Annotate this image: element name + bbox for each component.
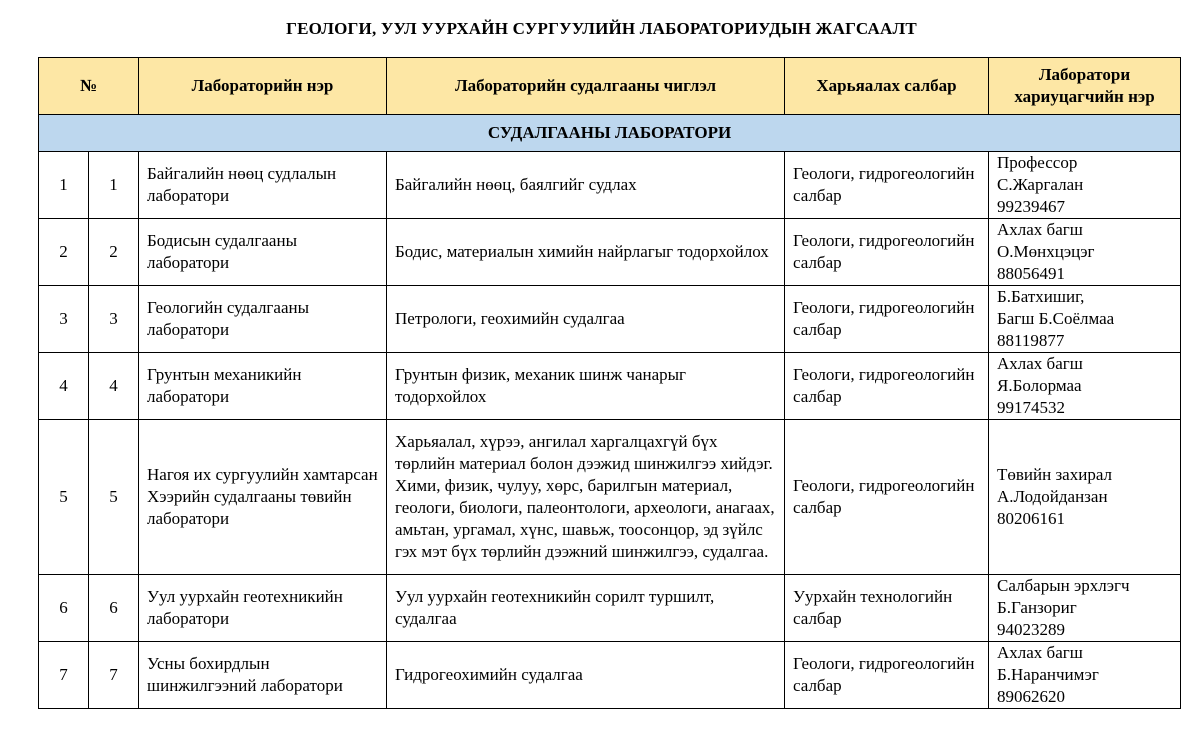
department-cell: Геологи, гидрогеологийн салбар	[785, 286, 989, 353]
header-manager: Лаборатори хариуцагчийн нэр	[989, 58, 1181, 115]
manager-title: Б.Батхишиг,	[997, 287, 1085, 306]
direction-cell: Байгалийн нөөц, баялгийг судлах	[387, 152, 785, 219]
manager-title: Ахлах багш	[997, 643, 1083, 662]
manager-phone: 99174532	[997, 398, 1065, 417]
manager-name: С.Жаргалан	[997, 175, 1084, 194]
department-cell: Геологи, гидрогеологийн салбар	[785, 420, 989, 575]
row-number: 5	[39, 420, 89, 575]
manager-cell	[989, 420, 1181, 575]
manager-name: О.Мөнхцэцэг	[997, 242, 1095, 261]
manager-phone: 89062620	[997, 687, 1065, 706]
manager-title: Ахлах багш	[997, 220, 1083, 239]
manager-phone: 94023289	[997, 620, 1065, 639]
manager-cell	[989, 219, 1181, 286]
row-number: 1	[39, 152, 89, 219]
table-row	[39, 353, 1181, 420]
department-cell: Геологи, гидрогеологийн салбар	[785, 353, 989, 420]
manager-phone: 88056491	[997, 264, 1065, 283]
manager-phone: 88119877	[997, 331, 1065, 350]
table-row	[39, 219, 1181, 286]
row-number: 3	[39, 286, 89, 353]
table-header-row	[39, 58, 1181, 115]
direction-cell: Гидрогеохимийн судалгаа	[387, 642, 785, 709]
lab-name-cell: Нагоя их сургуулийн хамтарсан Хээрийн судалгааны төвийн лаборатори	[139, 420, 387, 575]
direction-cell: Харьяалал, хүрээ, ангилал харгалцахгүй бүх төрлийн материал болон дээжид шинжилгээ хийдэг. Хими, физик, чулуу, хөрс, барилгын материал, геологи, биологи, палеонтологи, археологи, анагаах, амьтан, ургамал, хүнс, шавьж, тоосонцор, эд зүйлс гэх мэт бүх төрлийн дээжний шинжилгээ, судалгаа.	[387, 420, 785, 575]
laboratory-table	[38, 57, 1181, 709]
header-number: №	[39, 58, 139, 115]
lab-name-cell: Байгалийн нөөц судлалын лаборатори	[139, 152, 387, 219]
direction-cell: Уул уурхайн геотехникийн сорилт туршилт, судалгаа	[387, 575, 785, 642]
manager-title: Профессор	[997, 153, 1078, 172]
row-sub-number: 6	[89, 575, 139, 642]
manager-name: А.Лодойданзан	[997, 487, 1108, 506]
header-lab-name: Лабораторийн нэр	[139, 58, 387, 115]
manager-name: Багш Б.Соёлмаа	[997, 309, 1115, 328]
document-title: ГЕОЛОГИ, УУЛ УУРХАЙН СУРГУУЛИЙН ЛАБОРАТОРИУДЫН ЖАГСААЛТ	[286, 19, 917, 38]
department-cell: Геологи, гидрогеологийн салбар	[785, 642, 989, 709]
direction-cell: Грунтын физик, механик шинж чанарыг тодорхойлох	[387, 353, 785, 420]
row-sub-number: 1	[89, 152, 139, 219]
lab-name-cell: Бодисын судалгааны лаборатори	[139, 219, 387, 286]
manager-name: Б.Наранчимэг	[997, 665, 1099, 684]
lab-name-cell: Грунтын механикийн лаборатори	[139, 353, 387, 420]
row-number: 2	[39, 219, 89, 286]
row-sub-number: 4	[89, 353, 139, 420]
section-row	[39, 115, 1181, 152]
manager-name: Б.Ганзориг	[997, 598, 1077, 617]
lab-name-cell: Усны бохирдлын шинжилгээний лаборатори	[139, 642, 387, 709]
manager-title: Салбарын эрхлэгч	[997, 576, 1130, 595]
row-sub-number: 2	[89, 219, 139, 286]
department-cell: Геологи, гидрогеологийн салбар	[785, 152, 989, 219]
manager-name: Я.Болормаа	[997, 376, 1082, 395]
row-sub-number: 3	[89, 286, 139, 353]
manager-cell	[989, 575, 1181, 642]
department-cell: Уурхайн технологийн салбар	[785, 575, 989, 642]
manager-title: Ахлах багш	[997, 354, 1083, 373]
manager-cell	[989, 152, 1181, 219]
manager-cell	[989, 353, 1181, 420]
table-row	[39, 286, 1181, 353]
manager-phone: 80206161	[997, 509, 1065, 528]
lab-name-cell: Геологийн судалгааны лаборатори	[139, 286, 387, 353]
manager-cell	[989, 286, 1181, 353]
row-sub-number: 5	[89, 420, 139, 575]
manager-title: Төвийн захирал	[997, 465, 1112, 484]
row-number: 4	[39, 353, 89, 420]
table-row	[39, 420, 1181, 575]
row-sub-number: 7	[89, 642, 139, 709]
department-cell: Геологи, гидрогеологийн салбар	[785, 219, 989, 286]
table-row	[39, 642, 1181, 709]
lab-name-cell: Уул уурхайн геотехникийн лаборатори	[139, 575, 387, 642]
row-number: 7	[39, 642, 89, 709]
section-title: СУДАЛГААНЫ ЛАБОРАТОРИ	[39, 115, 1181, 152]
header-department: Харьяалах салбар	[785, 58, 989, 115]
header-research-direction: Лабораторийн судалгааны чиглэл	[387, 58, 785, 115]
manager-cell	[989, 642, 1181, 709]
direction-cell: Бодис, материалын химийн найрлагыг тодорхойлох	[387, 219, 785, 286]
direction-cell: Петрологи, геохимийн судалгаа	[387, 286, 785, 353]
row-number: 6	[39, 575, 89, 642]
manager-phone: 99239467	[997, 197, 1065, 216]
table-row	[39, 152, 1181, 219]
table-row	[39, 575, 1181, 642]
